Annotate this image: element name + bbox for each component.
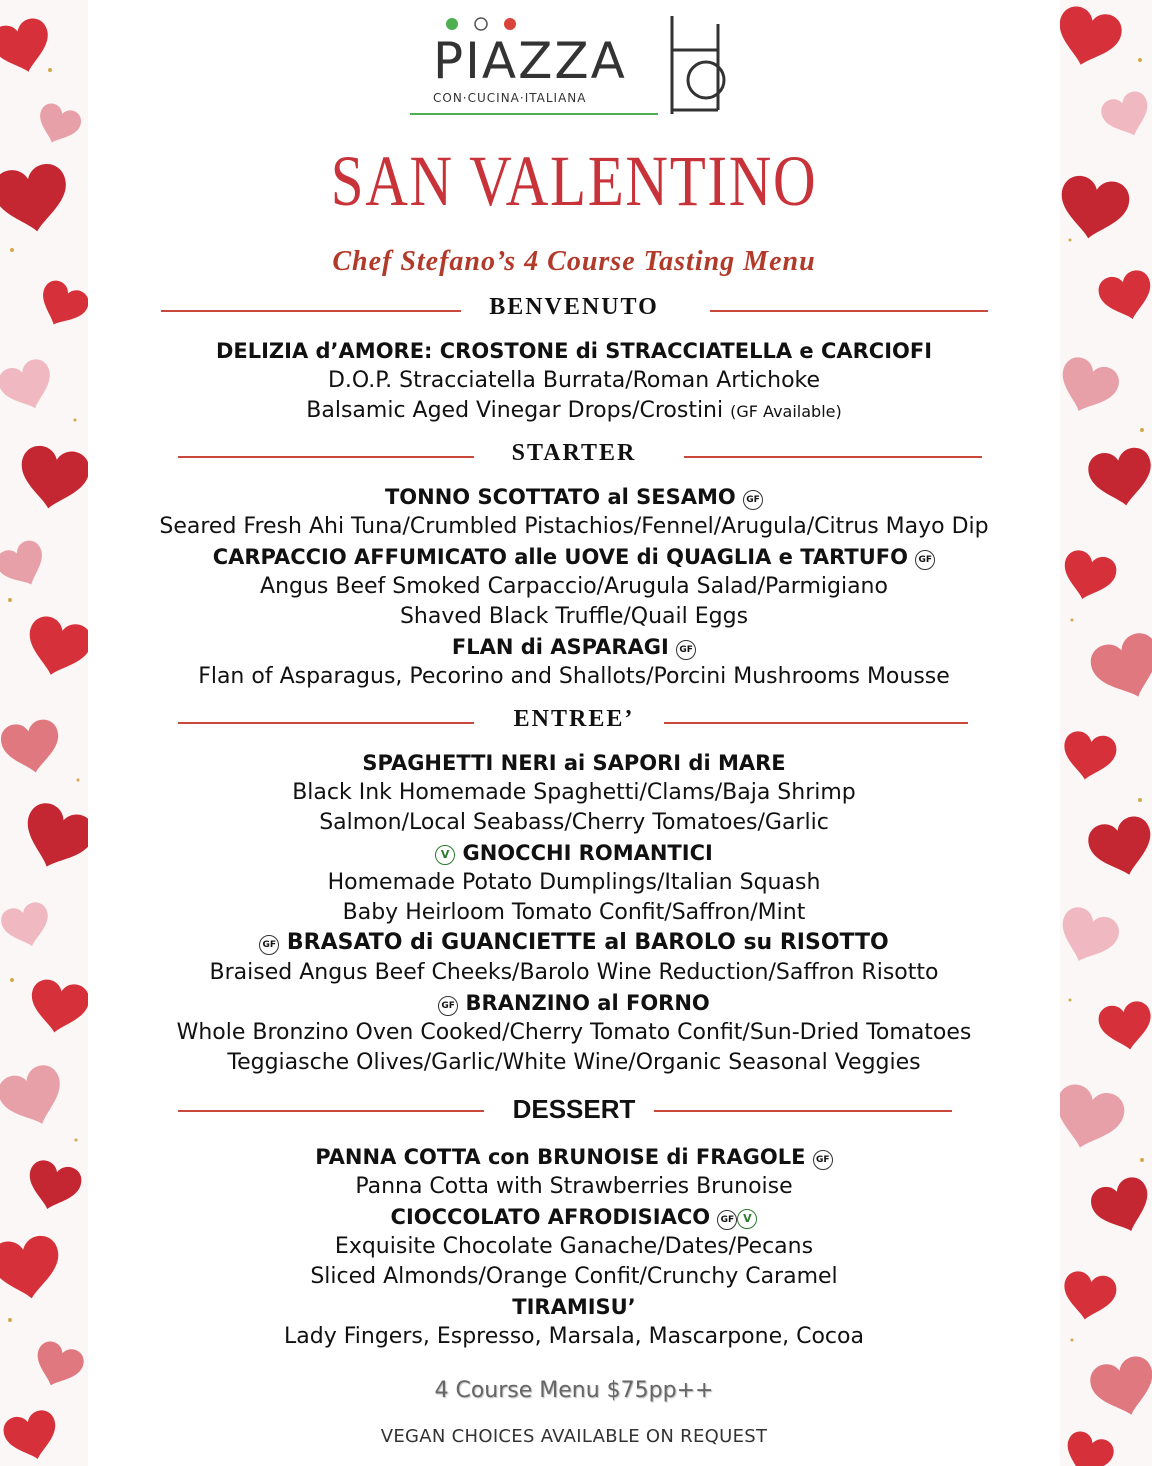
dish-description: Angus Beef Smoked Carpaccio/Arugula Salad/Parmigiano xyxy=(260,574,888,599)
dish-description: Panna Cotta with Strawberries Brunoise xyxy=(355,1174,793,1199)
price-note: 4 Course Menu $75pp++ xyxy=(434,1378,714,1403)
right-heart-border xyxy=(1060,0,1152,1466)
dish-description: Flan of Asparagus, Pecorino and Shallots/Porcini Mushrooms Mousse xyxy=(198,664,950,689)
dish-name xyxy=(88,928,1060,958)
dish-description: Seared Fresh Ahi Tuna/Crumbled Pistachios/Fennel/Arugula/Citrus Mayo Dip xyxy=(159,514,989,539)
section-title: BENVENUTO xyxy=(489,294,659,320)
logo-graphic xyxy=(88,10,1060,120)
section-heading xyxy=(88,706,1060,740)
dish-description: Sliced Almonds/Orange Confit/Crunchy Caramel xyxy=(310,1264,838,1289)
dish-name-text: GNOCCHI ROMANTICI xyxy=(462,841,713,865)
gluten-free-icon: GF xyxy=(438,996,458,1016)
gluten-free-icon: GF xyxy=(717,1210,737,1230)
dish-description: Salmon/Local Seabass/Cherry Tomatoes/Garlic xyxy=(319,810,829,835)
dish-description: Whole Bronzino Oven Cooked/Cherry Tomato Confit/Sun-Dried Tomatoes xyxy=(176,1020,972,1045)
page-subtitle: Chef Stefano’s 4 Course Tasting Menu xyxy=(332,246,816,277)
vegan-choices-note: VEGAN CHOICES AVAILABLE ON REQUEST xyxy=(380,1426,768,1447)
gluten-free-icon: GF xyxy=(676,640,696,660)
dish-name: TIRAMISU’ xyxy=(512,1295,636,1319)
page-title: SAN VALENTINO xyxy=(330,141,818,221)
gluten-free-icon: GF xyxy=(915,550,935,570)
dish-description: D.O.P. Stracciatella Burrata/Roman Artichoke xyxy=(327,368,821,393)
dish-name-text: CARPACCIO AFFUMICATO alle UOVE di QUAGLIA e TARTUFO xyxy=(212,545,908,569)
left-heart-border xyxy=(0,0,88,1466)
dish-description-text: Balsamic Aged Vinegar Drops/Crostini xyxy=(306,398,724,423)
dish-name-text: BRANZINO al FORNO xyxy=(465,991,710,1015)
gluten-free-icon: GF xyxy=(743,490,763,510)
logo-tagline: CON·CUCINA·ITALIANA xyxy=(433,91,587,105)
dish-name-text: CIOCCOLATO AFRODISIACO xyxy=(390,1205,711,1229)
section-title: STARTER xyxy=(511,440,637,466)
dish-description: Baby Heirloom Tomato Confit/Saffron/Mint xyxy=(342,900,806,925)
section-heading xyxy=(88,294,1060,328)
gluten-free-icon: GF xyxy=(813,1150,833,1170)
dish-name xyxy=(88,988,1060,1018)
section-dessert xyxy=(88,1094,1060,1352)
dish-name: DELIZIA d’AMORE: CROSTONE di STRACCIATELLA e CARCIOFI xyxy=(215,339,933,363)
dish-description: Black Ink Homemade Spaghetti/Clams/Baja Shrimp xyxy=(292,780,856,805)
vegan-icon: V xyxy=(737,1209,757,1229)
dish-description: Lady Fingers, Espresso, Marsala, Mascarpone, Cocoa xyxy=(284,1324,864,1349)
section-heading xyxy=(88,440,1060,474)
dish-description: Homemade Potato Dumplings/Italian Squash xyxy=(327,870,821,895)
section-benvenuto xyxy=(88,294,1060,427)
dish-name-text: TONNO SCOTTATO al SESAMO xyxy=(384,485,736,509)
hearts-decoration-left xyxy=(0,0,88,1466)
dish-name-text: PANNA COTTA con BRUNOISE di FRAGOLE xyxy=(315,1145,806,1169)
section-title: ENTREE’ xyxy=(513,706,635,732)
section-entree xyxy=(88,706,1060,1078)
dish-description: Exquisite Chocolate Ganache/Dates/Pecans xyxy=(334,1234,814,1259)
dish-description: Teggiasche Olives/Garlic/White Wine/Organic Seasonal Veggies xyxy=(227,1050,921,1075)
section-starter xyxy=(88,440,1060,692)
dish-name xyxy=(88,482,1060,512)
hearts-decoration-right xyxy=(1060,0,1152,1466)
dish-description xyxy=(88,396,1060,427)
section-title: DESSERT xyxy=(512,1094,636,1124)
dish-name xyxy=(88,838,1060,868)
vegan-icon: V xyxy=(435,845,455,865)
dish-description: Braised Angus Beef Cheeks/Barolo Wine Reduction/Saffron Risotto xyxy=(209,960,939,985)
dish-name-text: FLAN di ASPARAGI xyxy=(451,635,669,659)
dish-name-text: BRASATO di GUANCIETTE al BAROLO su RISOTTO xyxy=(286,930,889,955)
dish-name xyxy=(88,632,1060,662)
dish-name xyxy=(88,1142,1060,1172)
gf-available-note: (GF Available) xyxy=(730,402,842,421)
logo-wordmark: PIAZZA xyxy=(433,32,627,90)
plate-fork-icon xyxy=(672,16,724,114)
piazza-logo xyxy=(88,10,1060,120)
dish-description: Shaved Black Truffle/Quail Eggs xyxy=(399,604,749,629)
dish-name: SPAGHETTI NERI ai SAPORI di MARE xyxy=(362,751,786,775)
menu-content xyxy=(88,0,1060,1466)
dish-name xyxy=(88,542,1060,572)
section-heading xyxy=(88,1094,1060,1128)
dish-name xyxy=(88,1202,1060,1232)
gluten-free-icon: GF xyxy=(259,935,279,955)
